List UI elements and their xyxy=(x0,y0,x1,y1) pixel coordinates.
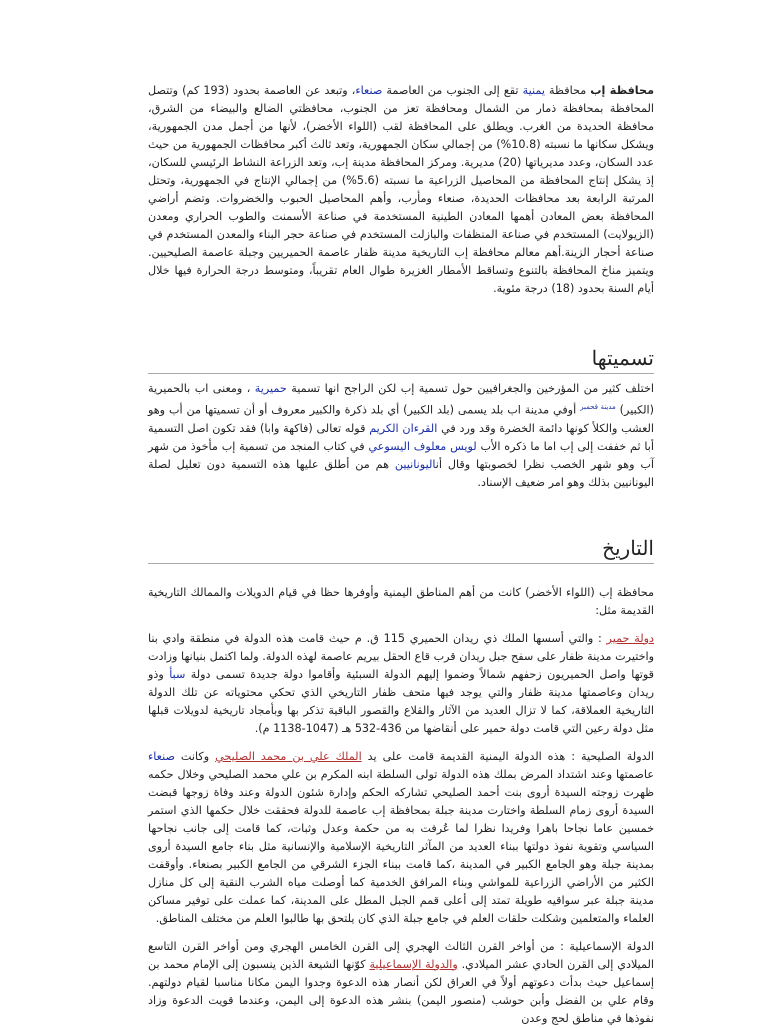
sulayhi-text-2: وكانت xyxy=(174,749,216,763)
link-saba[interactable]: سبأ xyxy=(169,667,186,681)
link-king-ali-sulayhi[interactable]: الملك علي بن محمد الصليحي xyxy=(215,749,362,763)
intro-paragraph xyxy=(148,82,654,298)
intro-text-2: تقع إلى الجنوب من العاصمة xyxy=(382,84,523,97)
ismaili-paragraph xyxy=(148,938,654,1028)
naming-paragraph xyxy=(148,380,654,492)
naming-text-3: أوفي مدينة اب بلد يسمى (بلد الكبير) أي بلد ذكرة والكبير معروف أو أن تسميتها من أب وهو العشب والكلأ كونها دائمة الخضرة وقد ورد في xyxy=(148,403,654,435)
link-greeks[interactable]: اليونانيين xyxy=(394,457,436,471)
himyar-text-1: : والتي أسسها الملك ذي ريدان الحميري 115 ق. م حيث قامت هذه الدولة في منطقة وادي بنا واختيرت مدينة ظفار على سفح جبل ريدان قرب قاع الحقل بيريم عاصمة لهذه الدولة. ولما اكتمل بنيانها وزادت قوتها واصل الحميريون زحفهم شمالاً وضموا إليهم الدولة السبئية وأقاموا دولة جديدة تسمى دولة xyxy=(148,631,655,681)
sulayhi-text-1: الدولة الصليحية : هذه الدولة اليمنية القديمة قامت على يد xyxy=(361,749,654,763)
history-intro-paragraph: محافظة إب (اللواء الأخضر) كانت من أهم المناطق اليمنية وأوفرها حظا في قيام الدويلات والممالك التاريخية القديمة مثل: xyxy=(148,585,654,617)
article-body xyxy=(148,82,654,1028)
link-himyari[interactable]: حميرية xyxy=(254,382,287,395)
sulayhi-paragraph xyxy=(148,748,654,928)
sulayhi-text-3: عاصمتها وعند اشتداد المرض بملك هذه الدولة تولى السلطة ابنه المكرم بن علي محمد الصليحي وخلال حكمه ظهرت زوجته السيدة أروى بنت أحمد الصليحي تشاركه الحكم وإدارة شئون الدولة وعند وفاة زوجها قبضت السيدة أروى زمام السلطة واختارت مدينة جبلة بمحافظة إب عاصمة للدولة فحققت خلال حكمها الذي استمر خمسين عاما نجاحا باهرا وفريدا نظرا لما عُرفت به من حكمة وعدل وثبات، كما قامت إلى جانب نجاحها السياسي وتقوية نفوذ دولتها ببناء العديد من المآثر التاريخية الإسلامية والإنسانية مثل بناء جامع السيدة أروى بمدينة جبلة وهو الجامع الكبير في المدينة ،كما قامت ببناء الجزء الشرقي من الجامع الكبير بصنعاء. وأوقفت الكثير من الأراضي الزراعية للمواشي وبناء المرافق الخدمية كما أوصلت مياه الشرب النقية إلى كل منازل مدينة جبلة عبر سواقيه طويلة تمتد إلى أعلى قمم الجبل المطل على المدينة، كما عملت على توفير مساكن العلماء والمتعلمين وشكلت حلقات العلم في جامع جبلة الذي كان يلتحق بها طالبوا العلم من مختلف المناطق. xyxy=(148,767,654,925)
link-louis-maalouf[interactable]: لويس معلوف اليسوعي xyxy=(368,439,477,453)
link-sanaa[interactable]: صنعاء xyxy=(355,84,383,97)
link-quran[interactable]: القرءان الكريم xyxy=(369,421,438,435)
naming-text-6: هم من أطلق عليها هذه التسمية دون تعليل لصلة اليونانيين بذلك وهو امر ضعيف الإسناد. xyxy=(148,457,654,489)
link-ismaili-state[interactable]: والدولة الإسماعيلية xyxy=(369,957,458,971)
himyar-paragraph xyxy=(148,630,654,738)
link-yemen[interactable]: يمنية xyxy=(522,84,545,97)
naming-heading: تسميتها xyxy=(148,346,654,374)
intro-text-3: ، وتبعد عن العاصمة بحدود (193 كم) وتتصل المحافظة بمحافظة ذمار من الشمال ومحافظة تعز من الجنوب، محافظتي الضالع والبيضاء من الشرق، محافظة الحديدة من الغرب. ويطلق على المحافظة لقب (اللواء الأخضر)، لأنها من أجمل مدن الجمهورية، ويشكل سكانها ما نسبته (10.8%) من إجمالي سكان الجمهورية، وتعد ثالث أكبر محافظات الجمهورية من حيث عدد السكان، وعدد مديرياتها (20) مديرية. ومركز المحافظة مدينة إب، وتعد الزراعة النشاط الرئيسي للسكان، إذ يشكل إنتاج المحافظة من المحاصيل الزراعية ما نسبته (5.6%) من إجمالي الإنتاج في الجمهورية، وتحتل المرتبة الرابعة بعد محافظات الحديدة، صنعاء ومأرب، وأهم المحاصيل الحبوب والخضروات. وتضم أراضي المحافظة بعض المعادن أهمها المعادن الطينية المستخدمة في صناعة الأسمنت والطوب الحراري ومعدن (الزيولايت) المستخدم في صناعة المنظفات والبازلت المستخدم في صناعة حجر البناء والمعدن المستخدم في صناعة أحجار الزينة.أهم معالم محافظة إب التاريخية مدينة ظفار عاصمة الحميريين وجبلة عاصمة الصليحيين. ويتميز مناخ المحافظة بالتنوع وتساقط الأمطار الغزيرة طوال العام تقريباً، ومتوسط درجة الحرارة فيها خلال أيام السنة بحدود (18) درجة مئوية. xyxy=(148,84,654,295)
himyar-text-2: وذو ريدان وعاصمتها مدينة ظفار والتي يوجد فيها متحف ظفار التاريخي الذي تحكي محتوياته عن تلك الدولة التاريخية العملاقة، كما لا تزال العديد من الآثار والقلاع والقصور الباقية تذكر بها وبأمجاد تاريخية لدويلات قبلها مثل دولة رعين التي قامت دولة حمير على أنقاضها من 436-532 هـ (1047-1138 م). xyxy=(148,667,654,735)
ismaili-text-2: كوّنها الشيعة الذين ينسبون إلى الإمام محمد بن إسماعيل حيث بدأت دعوتهم أولاً في العراق لكن أنصار هذه الدعوة وجدوا اليمن مكانا مناسبا لقيام دولتهم. وقام علي بن الفضل وأبن حوشب (منصور اليمن) بنشر هذه الدعوة إلى اليمن، وعندما قويت الدعوة وزاد نفوذها في مناطق لحج وعدن xyxy=(148,957,654,1025)
history-heading: التاريخ xyxy=(148,536,654,564)
naming-text-1: اختلف كثير من المؤرخين والجغرافيين حول تسمية إب لكن الراجح انها تسمية xyxy=(286,382,654,395)
link-sanaa-2[interactable]: صنعاء xyxy=(148,749,175,763)
intro-text-1: محافظة xyxy=(544,84,591,97)
naming-text-5: في كتاب المنجد من تسمية إب مأخوذ من شهر آب وهو شهر الخصب نظرا لخصوبتها وقال أن xyxy=(148,439,654,471)
ismaili-text-1: الدولة الإسماعيلية : من أواخر القرن الثالث الهجري إلى القرن الخامس الهجري ومن أواخر القرن التاسع الميلادي إلى القرن الحادي عشر الميلادي. xyxy=(148,939,654,971)
naming-text-4: قوله تعالى (فاكهة وابا) فقد تكون اصل التسمية أبا ثم خففت إلى إب اما ما ذكره الأب xyxy=(148,421,654,453)
intro-bold-title: محافظة إب xyxy=(590,84,654,97)
link-footnote[interactable]: مدينة قحمبر xyxy=(580,403,616,411)
link-himyar-state[interactable]: دولة حمير xyxy=(606,631,655,645)
naming-text-2: ، ومعنى اب بالحميرية (الكبير) xyxy=(148,382,655,417)
